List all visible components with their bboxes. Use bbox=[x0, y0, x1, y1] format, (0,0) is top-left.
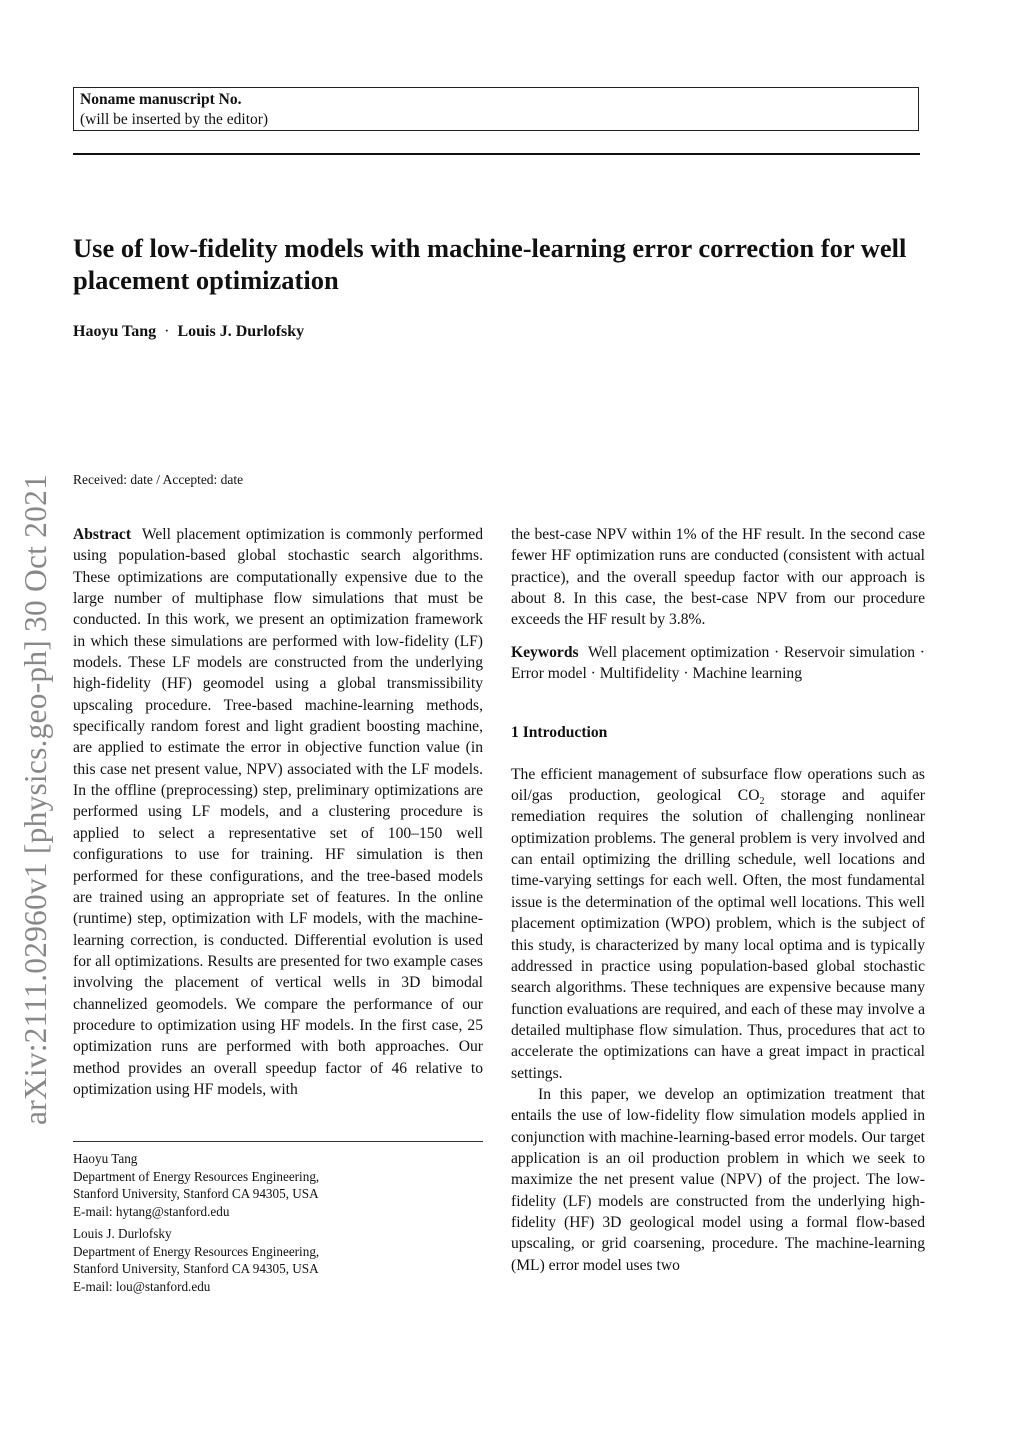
affiliation-name: Haoyu Tang bbox=[73, 1151, 138, 1166]
left-column bbox=[73, 524, 483, 1100]
abstract-label: Abstract bbox=[73, 526, 132, 543]
affiliation-address: Stanford University, Stanford CA 94305, USA bbox=[73, 1261, 319, 1276]
affiliation-email: E-mail: lou@stanford.edu bbox=[73, 1278, 211, 1294]
section-heading-introduction: 1 Introduction bbox=[511, 724, 608, 742]
abstract-text: Well placement optimization is commonly performed using population-based global stochastic search algorithms. These optimizations are computationally expensive due to the large number of multiphase flow simulations that must be conducted. In this work, we present an optimization framework in which these simulations are performed with low-fidelity (LF) models. These LF models are constructed from the underlying high-fidelity (HF) geomodel using a global transmissibility upscaling procedure. Tree-based machine-learning methods, specifically random forest and light gradient boosting machine, are applied to estimate the error in objective function value (in this case net present value, NPV) associated with the LF models. In the offline (preprocessing) step, preliminary optimizations are performed using LF models, and a clustering procedure is applied to select a representative set of 100–150 well configurations to use for training. HF simulation is then performed for these configurations, and the tree-based models are trained using an appropriate set of features. In the online (runtime) step, optimization with LF models, with the machine-learning correction, is conducted. Differential evolution is used for all optimizations. Results are presented for two example cases involving the placement of vertical wells in 3D bimodal channelized geomodels. We compare the performance of our procedure to optimization using HF models. In the first case, 25 optimization runs are performed with both approaches. Our method provides an overall speedup factor of 46 relative to optimization using HF models, with bbox=[73, 526, 484, 1098]
author-separator: · bbox=[164, 323, 170, 340]
affiliation-dept: Department of Energy Resources Engineering, bbox=[73, 1243, 320, 1259]
manuscript-number: Noname manuscript No. bbox=[80, 91, 242, 108]
affiliation-dept: Department of Energy Resources Engineering, bbox=[73, 1168, 320, 1184]
abstract-paragraph bbox=[73, 524, 483, 1100]
right-column bbox=[511, 524, 925, 1276]
intro-paragraph-1: The efficient management of subsurface flow operations such as oil/gas production, geological $CO_2$ storage and aquifer remediation requires the solution of challenging nonlinear optimization problems. The general problem is very involved and can entail optimizing the drilling schedule, well locations and time-varying settings for each well. Often, the most fundamental issue is the determination of the optimal well locations. This well placement optimization (WPO) problem, which is the subject of this study, is characterized by many local optima and is typically addressed in practice using population-based global stochastic search algorithms. These techniques are expensive because many function evaluations are required, and each of these may involve a detailed multiphase flow simulation. Thus, procedures that act to accelerate the optimizations can have a great impact in practical settings. bbox=[511, 765, 925, 1082]
affiliation-block bbox=[73, 1150, 319, 1220]
author-list bbox=[73, 323, 304, 341]
paper-title: Use of low-fidelity models with machine-learning error correction for well placement optimization bbox=[73, 233, 907, 295]
co2-subscript: 2 bbox=[759, 796, 765, 808]
received-date: Received: date / Accepted: date bbox=[73, 472, 244, 487]
affiliation-name: Louis J. Durlofsky bbox=[73, 1226, 172, 1241]
affiliation-address: Stanford University, Stanford CA 94305, USA bbox=[73, 1186, 319, 1201]
author-name: Louis J. Durlofsky bbox=[177, 323, 305, 340]
arxiv-stamp: arXiv:2111.02960v1 [physics.geo-ph] 30 Oct 2021 bbox=[18, 474, 53, 1125]
keywords-label: Keywords bbox=[511, 643, 579, 661]
footnote-rule bbox=[73, 1141, 483, 1142]
manuscript-info-box bbox=[73, 87, 919, 131]
editor-note: (will be inserted by the editor) bbox=[80, 111, 269, 128]
keywords-paragraph bbox=[511, 642, 925, 685]
keywords-text: Well placement optimization · Reservoir simulation · Error model · Multifidelity · Machine learning bbox=[511, 643, 925, 683]
header-rule bbox=[73, 153, 920, 155]
affiliation-block bbox=[73, 1225, 319, 1295]
affiliation-email: E-mail: hytang@stanford.edu bbox=[73, 1203, 230, 1219]
abstract-continuation: the best-case NPV within 1% of the HF result. In the second case fewer HF optimization runs are conducted (consistent with actual practice), and the overall speedup factor with our approach is about 8. In this case, the best-case NPV from our procedure exceeds the HF result by 3.8%. bbox=[511, 526, 925, 629]
author-name: Haoyu Tang bbox=[73, 323, 157, 340]
intro-paragraph-2: In this paper, we develop an optimization treatment that entails the use of low-fidelity flow simulation models applied in conjunction with machine-learning-based error models. Our target application is an oil production problem in which we seek to maximize the net present value (NPV) of the project. The low-fidelity (LF) models are constructed from the underlying high-fidelity (HF) 3D geological model using a formal flow-based upscaling, or grid coarsening, procedure. The machine-learning (ML) error model uses two bbox=[511, 1085, 925, 1274]
